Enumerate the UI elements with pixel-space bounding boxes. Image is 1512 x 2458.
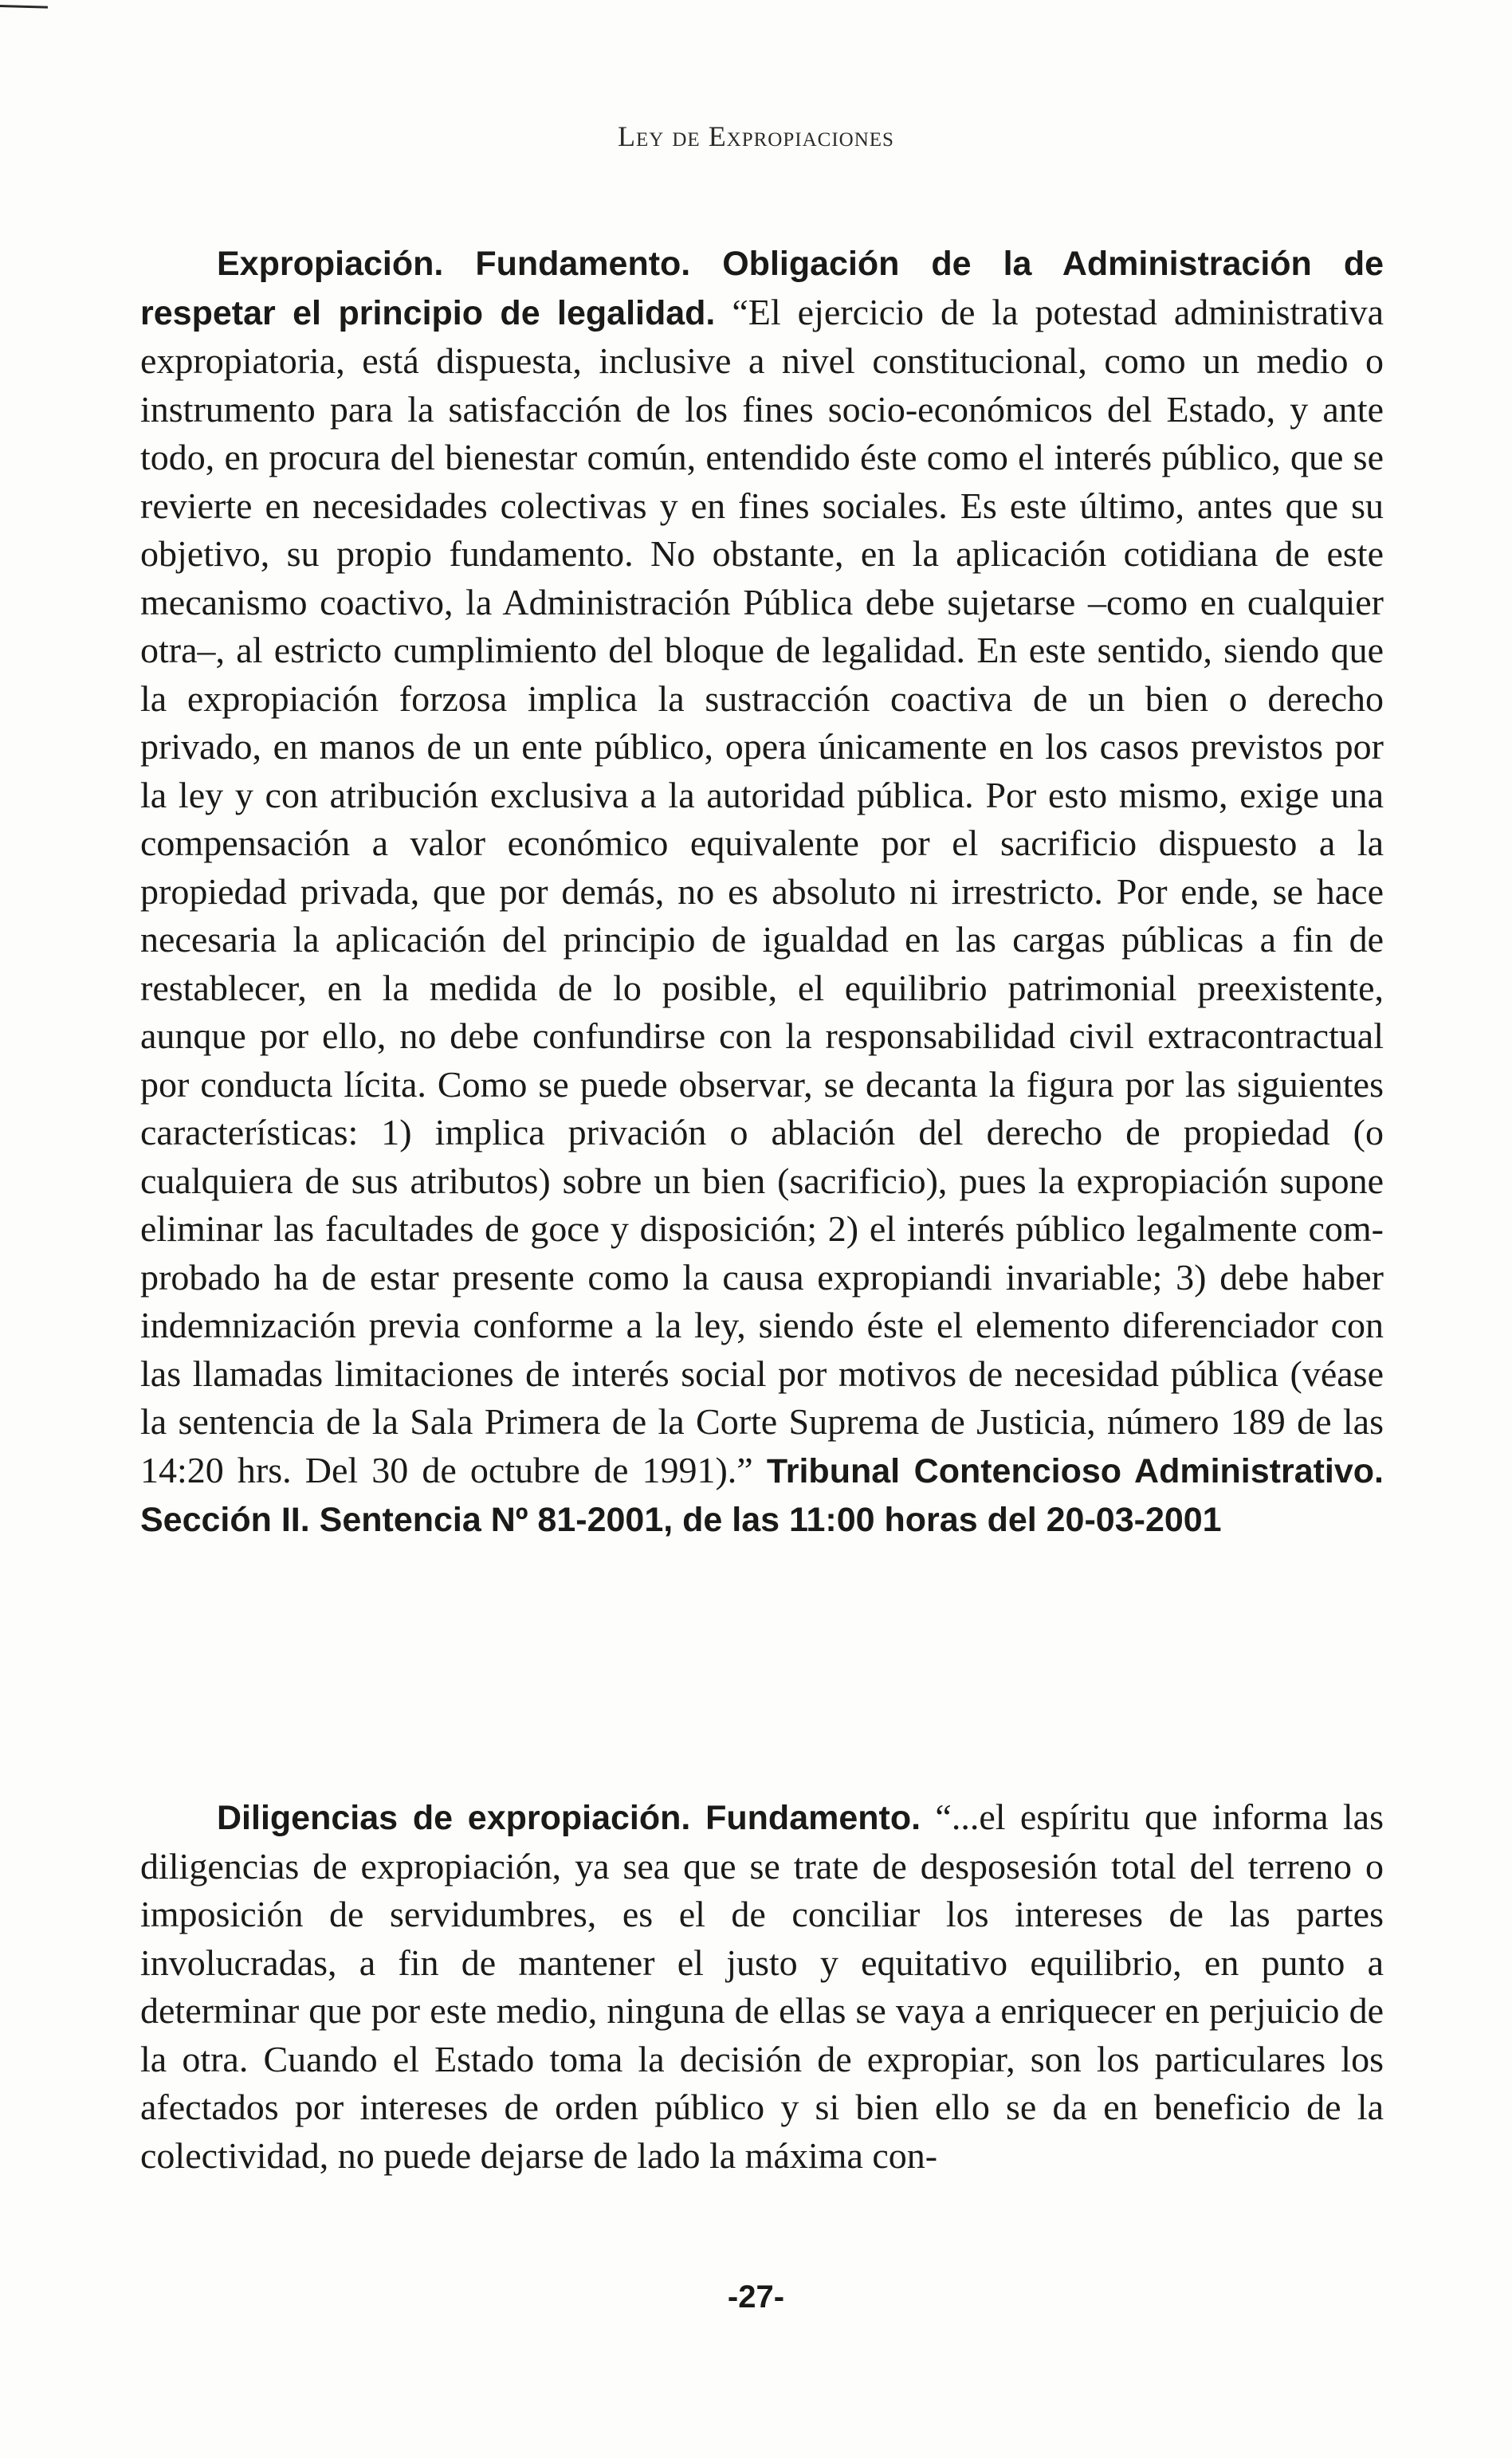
entry-heading: Diligencias de expropiación. Fundamento.	[217, 1799, 921, 1837]
entry-heading: Expropiación. Fundamento. Obligación de la Administración de respetar el principio de legalidad.	[140, 245, 1384, 332]
scan-corner-mark	[0, 5, 48, 9]
entry-paragraph	[140, 239, 1384, 1545]
entry-citation: Tribunal Contencioso Administrativo. Sección II. Sentencia Nº 81-2001, de las 11:00 horas del 20-03-2001	[140, 1451, 1384, 1539]
entry-body: “...el espíritu que informa las diligencias de expropiación, ya sea que se trate de desposesión total del terreno o imposición de servidumbres, es el de conciliar los intereses de las partes involucradas, a fin de mantener el justo y equitativo equilibrio, en punto a determinar que por este medio, ninguna de ellas se vaya a enriquecer en perjuicio de la otra. Cuando el Estado toma la decisión de expropiar, son los particulares los afectados por intereses de orden público y si bien ello se da en beneficio de la colectividad, no puede dejarse de lado la máxima con-	[140, 1796, 1384, 2176]
entry-diligencias-expropiacion	[140, 1793, 1384, 2180]
running-head: Ley de Expropiaciones	[618, 120, 894, 152]
entry-expropiacion-fundamento	[140, 239, 1384, 1545]
entry-paragraph	[140, 1793, 1384, 2180]
page-number: -27-	[727, 2279, 785, 2315]
entry-body: “El ejercicio de la potestad administrativa expropiatoria, está dispuesta, inclusive a nivel constitucional, como un medio o instrumento para la satisfacción de los fines socio-económicos del Estado, y ante todo, en procura del bienestar común, entendido éste como el interés público, que se revierte en necesidades colectivas y en fines sociales. Es este último, antes que su objetivo, su propio fundamento. No obstante, en la aplicación cotidiana de este mecanismo coactivo, la Administración Pública debe sujetarse –como en cualquier otra–, al estricto cumplimiento del bloque de legalidad. En este sentido, siendo que la expropiación forzosa implica la sustracción coactiva de un bien o derecho privado, en manos de un ente público, opera únicamente en los casos previstos por la ley y con atribución exclusiva a la autoridad pública. Por esto mismo, exige una compensación a valor económico equivalente por el sacrificio dispuesto a la propiedad privada, que por demás, no es absoluto ni irrestricto. Por ende, se hace necesaria la aplicación del principio de igualdad en las cargas públicas a fin de restablecer, en la medida de lo posible, el equilibrio patrimonial preexistente, aunque por ello, no debe confundirse con la responsabilidad civil extracontractual por conducta lícita. Como se puede observar, se decanta la figura por las siguientes características: 1) implica privación o ablación del derecho de propiedad (o cualquiera de sus atributos) sobre un bien (sacrificio), pues la expropiación supone eliminar las facultades de goce y disposición; 2) el interés público legalmente comprobado ha de estar presente como la causa expropiandi invariable; 3) debe haber indemnización previa conforme a la ley, siendo éste el elemento diferenciador con las llamadas limitaciones de interés social por motivos de necesidad pública (véase la sentencia de la Sala Primera de la Corte Suprema de Justicia, número 189 de las 14:20 hrs. Del 30 de octubre de 1991).”	[140, 291, 1384, 1490]
